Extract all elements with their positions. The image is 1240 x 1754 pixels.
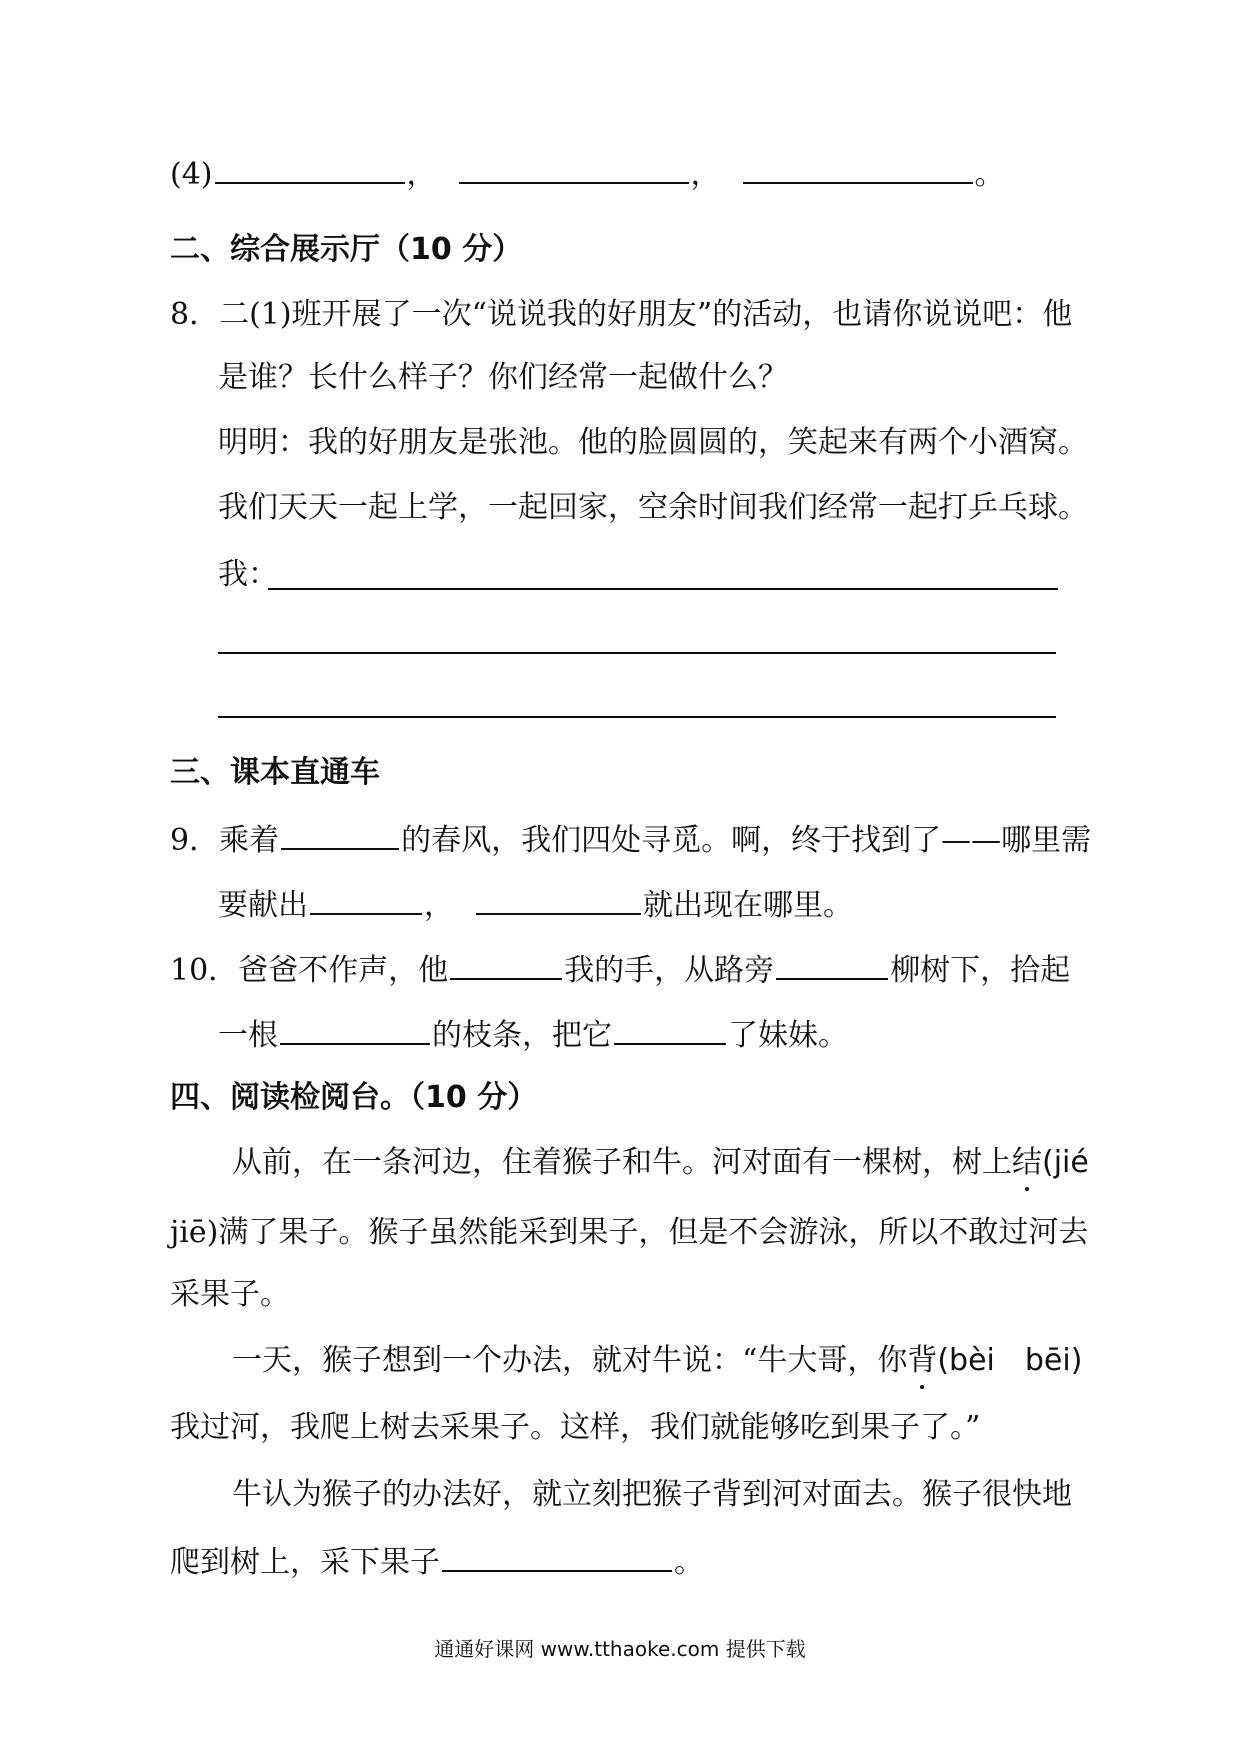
q7-item4-sep-2: ， [690,157,721,192]
q10-blank-2[interactable] [776,948,888,980]
passage-text: 从前，在一条河边，住着猴子和牛。河对面有一棵树，树上 [232,1145,1012,1180]
q8-line-2: 是谁？长什么样子？你们经常一起做什么？ [218,360,788,395]
pinyin-choice-jie: (jié [1042,1145,1089,1180]
q10-line-1 [170,948,1070,991]
section3-title: 三、课本直通车 [170,755,380,790]
q8-answer-line-2[interactable] [218,652,1056,654]
passage-p3-line-2 [170,1540,704,1583]
q9-blank-3[interactable] [476,883,641,915]
passage-text-end: 。 [674,1545,704,1580]
passage-p1-line-3: 采果子。 [170,1277,290,1312]
q9-blank-2[interactable] [310,883,422,915]
pinyin-choice-bei: (bèi bēi) [937,1343,1083,1378]
q9-text-5: 就出现在哪里。 [643,888,853,923]
passage-p1-line-1 [232,1143,1089,1183]
q7-item4-blank-1[interactable] [215,152,405,184]
q7-item4-blank-2[interactable] [459,152,689,184]
passage-text: 一天，猴子想到一个办法，就对牛说：“牛大哥，你 [232,1343,908,1378]
q7-item4-blank-3[interactable] [743,152,973,184]
q10-text-3: 柳树下，拾起 [890,953,1071,988]
q8-sample-line-2: 我们天天一起上学，一起回家，空余时间我们经常一起打乒乓球。 [218,490,1088,525]
q10-text-6: 了妹妹。 [728,1018,848,1053]
q10-blank-3[interactable] [280,1013,430,1045]
q8-sample-line-1: 明明：我的好朋友是张池。他的脸圆圆的，笑起来有两个小酒窝。 [218,425,1088,460]
q10-text-4: 一根 [218,1018,278,1053]
q8-line-1: 8．二(1)班开展了一次“说说我的好朋友”的活动，也请你说说吧：他 [170,297,1073,332]
q8-answer-label: 我： [218,557,278,592]
q10-blank-4[interactable] [614,1013,726,1045]
q9-line-2 [218,883,853,926]
passage-text: 爬到树上，采下果子 [170,1545,440,1580]
passage-blank-1[interactable] [442,1540,672,1572]
q7-item4-sep-1: ， [406,157,437,192]
q7-item4-row [170,152,1005,195]
passage-p2-line-2: 我过河，我爬上树去采果子。这样，我们就能够吃到果子了。” [170,1410,981,1445]
q8-answer-line-3[interactable] [218,716,1056,718]
passage-p2-line-1 [232,1341,1082,1381]
footer-credit: 通通好课网 www.tthaoke.com 提供下载 [434,1637,806,1661]
dotted-char-bei: 背 [907,1341,937,1381]
q7-item4-end: 。 [974,157,1005,192]
q9-blank-1[interactable] [281,818,399,850]
q7-item4-label: (4) [170,157,213,192]
passage-p3-line-1: 牛认为猴子的办法好，就立刻把猴子背到河对面去。猴子很快地 [232,1477,1072,1512]
passage-p1-line-2: jiē)满了果子。猴子虽然能采到果子，但是不会游泳，所以不敢过河去 [170,1215,1089,1250]
q9-text-3: 要献出 [218,888,308,923]
q9-text-4: ， [424,888,454,923]
dotted-char-jie: 结 [1012,1143,1042,1183]
q10-text-5: 的枝条，把它 [432,1018,612,1053]
q9-text-2: 的春风，我们四处寻觅。啊，终于找到了——哪里需 [401,823,1092,858]
q9-text-1: 9．乘着 [170,823,280,858]
q10-line-2 [218,1013,848,1056]
q10-text-2: 我的手，从路旁 [564,953,775,988]
section4-title: 四、阅读检阅台。（10 分） [170,1080,538,1115]
q10-text-1: 10．爸爸不作声，他 [170,953,449,988]
section2-title: 二、综合展示厅（10 分） [170,232,523,267]
q10-blank-1[interactable] [450,948,562,980]
q8-answer-line-1[interactable] [268,588,1058,590]
q9-line-1 [170,818,1091,861]
